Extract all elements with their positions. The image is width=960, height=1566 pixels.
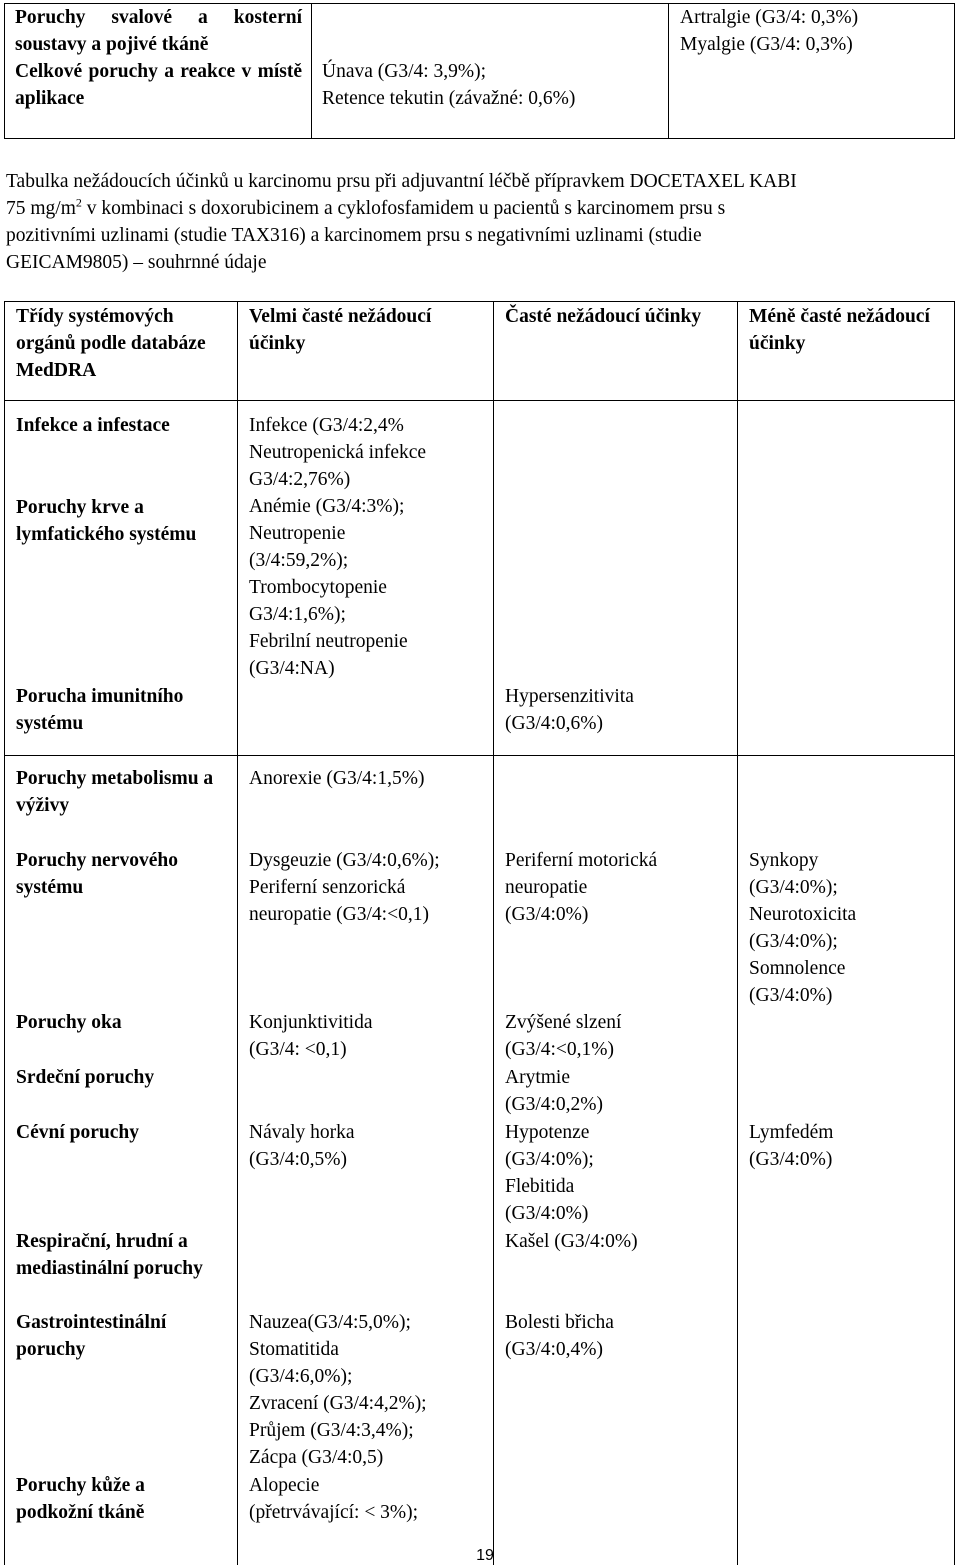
table-caption	[6, 168, 956, 276]
caption-line-4: GEICAM9805) – souhrnné údaje	[6, 252, 267, 273]
common-respiratory: Kašel (G3/4:0%)	[505, 1231, 638, 1252]
very-common-eye: Konjunktivitida (G3/4: <0,1)	[249, 1012, 373, 1060]
common-immune: Hypersenzitivita (G3/4:0,6%)	[505, 686, 634, 734]
organ-respiratory: Respirační, hrudní a mediastinální poruchy	[16, 1231, 203, 1279]
very-common-gastrointestinal: Nauzea(G3/4:5,0%); Stomatitida (G3/4:6,0%); Zvracení (G3/4:4,2%); Průjem (G3/4:3,4%); Zácpa (G3/4:0,5)	[249, 1312, 427, 1468]
common-gastrointestinal: Bolesti břicha (G3/4:0,4%)	[505, 1312, 614, 1360]
caption-line-3: pozitivními uzlinami (studie TAX316) a karcinomem prsu s negativními uzlinami (studie	[6, 225, 702, 246]
common-nervous: Periferní motorická neuropatie (G3/4:0%)	[505, 850, 658, 925]
caption-line-1: Tabulka nežádoucích účinků u karcinomu prsu při adjuvantní léčbě přípravkem DOCETAXEL KABI	[6, 171, 797, 192]
header-organ-class: Třídy systémových orgánů podle databáze MedDRA	[16, 306, 206, 381]
very-common-metabolism: Anorexie (G3/4:1,5%)	[249, 768, 425, 789]
very-common-nervous: Dysgeuzie (G3/4:0,6%); Periferní senzorická neuropatie (G3/4:<0,1)	[249, 850, 440, 925]
top-organ-musculoskeletal: Poruchy svalové a kosterní soustavy a pojivé tkáně	[15, 7, 302, 55]
organ-nervous: Poruchy nervového systému	[16, 850, 178, 898]
very-common-infections-blood: Infekce (G3/4:2,4% Neutropenická infekce G3/4:2,76%) Anémie (G3/4:3%); Neutropenie (3/4:59,2%); Trombocytopenie G3/4:1,6%); Febrilní neutropenie (G3/4:NA)	[249, 415, 427, 679]
top-organ-general: Celkové poruchy a reakce v místě aplikace	[15, 61, 302, 109]
uncommon-vascular: Lymfedém (G3/4:0%)	[749, 1122, 834, 1170]
common-vascular: Hypotenze (G3/4:0%); Flebitida (G3/4:0%)	[505, 1122, 594, 1224]
organ-blood: Poruchy krve a lymfatického systému	[16, 497, 197, 545]
organ-cardiac: Srdeční poruchy	[16, 1067, 155, 1088]
top-musculoskeletal-effects: Artralgie (G3/4: 0,3%) Myalgie (G3/4: 0,3%)	[680, 7, 859, 55]
header-uncommon: Méně časté nežádoucí účinky	[749, 306, 930, 354]
very-common-skin: Alopecie (přetrvávající: < 3%);	[249, 1475, 419, 1523]
very-common-vascular: Návaly horka (G3/4:0,5%)	[249, 1122, 355, 1170]
header-common: Časté nežádoucí účinky	[505, 306, 702, 327]
caption-line-2: 75 $mg/m^2$ v kombinaci s doxorubicinem a cyklofosfamidem u pacientů s karcinomem prsu s	[6, 195, 726, 219]
organ-immune: Porucha imunitního systému	[16, 686, 184, 734]
header-very-common: Velmi časté nežádoucí účinky	[249, 306, 432, 354]
organ-gastrointestinal: Gastrointestinální poruchy	[16, 1312, 167, 1360]
organ-eye: Poruchy oka	[16, 1012, 122, 1033]
organ-infections: Infekce a infestace	[16, 415, 170, 436]
organ-metabolism: Poruchy metabolismu a výživy	[16, 768, 214, 816]
uncommon-nervous: Synkopy (G3/4:0%); Neurotoxicita (G3/4:0%); Somnolence (G3/4:0%)	[749, 850, 857, 1006]
superscript-2: 2	[75, 195, 82, 210]
page-number: 19	[476, 1547, 494, 1564]
organ-skin: Poruchy kůže a podkožní tkáně	[16, 1475, 145, 1523]
top-general-effects: Únava (G3/4: 3,9%); Retence tekutin (závažné: 0,6%)	[322, 61, 576, 109]
common-eye: Zvýšené slzení (G3/4:<0,1%)	[505, 1012, 622, 1060]
organ-vascular: Cévní poruchy	[16, 1122, 139, 1143]
common-cardiac: Arytmie (G3/4:0,2%)	[505, 1067, 604, 1115]
